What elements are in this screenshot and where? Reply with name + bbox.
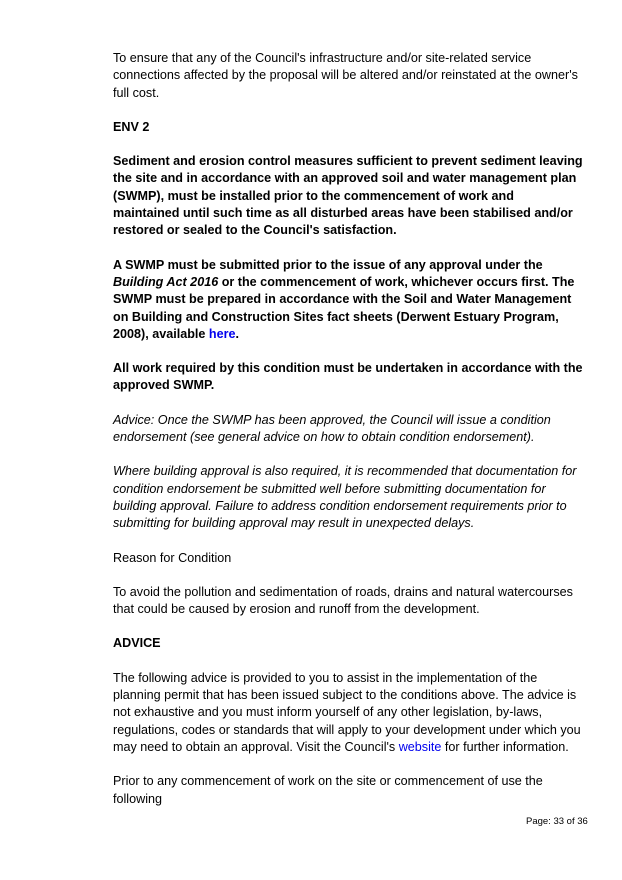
commencement-paragraph: Prior to any commencement of work on the site or commencement of use the following — [113, 774, 543, 806]
website-link[interactable]: website — [398, 739, 442, 754]
env2-swmp-paragraph — [113, 257, 583, 343]
env2-work-paragraph: All work required by this condition must be undertaken in accordance with the approved SWMP. — [113, 361, 583, 393]
document-body — [113, 50, 583, 808]
page-number: Page: 33 of 36 — [526, 816, 588, 827]
swmp-advice-paragraph: Advice: Once the SWMP has been approved, the Council will issue a condition endorsement (see general advice on how to obtain condition endorsement). — [113, 412, 551, 445]
swmp-text-start: A SWMP must be submitted prior to the issue of any approval under the — [113, 257, 543, 272]
swmp-text-end: . — [235, 326, 240, 341]
env2-sediment-paragraph: Sediment and erosion control measures sufficient to prevent sediment leaving the site and in accordance with an approved soil and water management plan (SWMP), must be installed prior to the commencement of work and maintained until such time as all disturbed areas have been stabilised and/or restored or sealed to the Council's satisfaction. — [113, 154, 583, 238]
here-link[interactable]: here — [208, 326, 236, 341]
building-act-reference: Building Act 2016 — [113, 274, 219, 289]
advice-text-start: The following advice is provided to you to assist in the implementation of the planning permit that has been issued subject to the conditions above. The advice is not exhaustive and you must inform yourself of any other legislation, by-laws, regulations, codes or standards that will apply to your development under which you may need to obtain an approval. Visit the Council's — [113, 670, 581, 754]
reason-heading: Reason for Condition — [113, 550, 232, 565]
advice-text-end: for further information. — [441, 739, 569, 754]
building-approval-advice-paragraph: Where building approval is also required, it is recommended that documentation for condition endorsement be submitted well before submitting documentation for building approval. Failure to address condition endorsement requirements prior to submitting for building approval may result in unexpected delays. — [113, 464, 577, 531]
swmp-text-middle: or the commencement of work, whichever occurs first. The SWMP must be prepared in accordance with the Soil and Water Management on Building and Construction Sites fact sheets (Derwent Estuary Program, 2008), available — [113, 274, 575, 341]
advice-paragraph — [113, 670, 583, 756]
advice-heading: ADVICE — [113, 636, 161, 651]
env2-heading: ENV 2 — [113, 119, 150, 134]
reason-paragraph: To avoid the pollution and sedimentation of roads, drains and natural watercourses that could be caused by erosion and runoff from the development. — [113, 584, 573, 617]
infrastructure-paragraph: To ensure that any of the Council's infrastructure and/or site-related service connections affected by the proposal will be altered and/or reinstated at the owner's full cost. — [113, 51, 578, 100]
